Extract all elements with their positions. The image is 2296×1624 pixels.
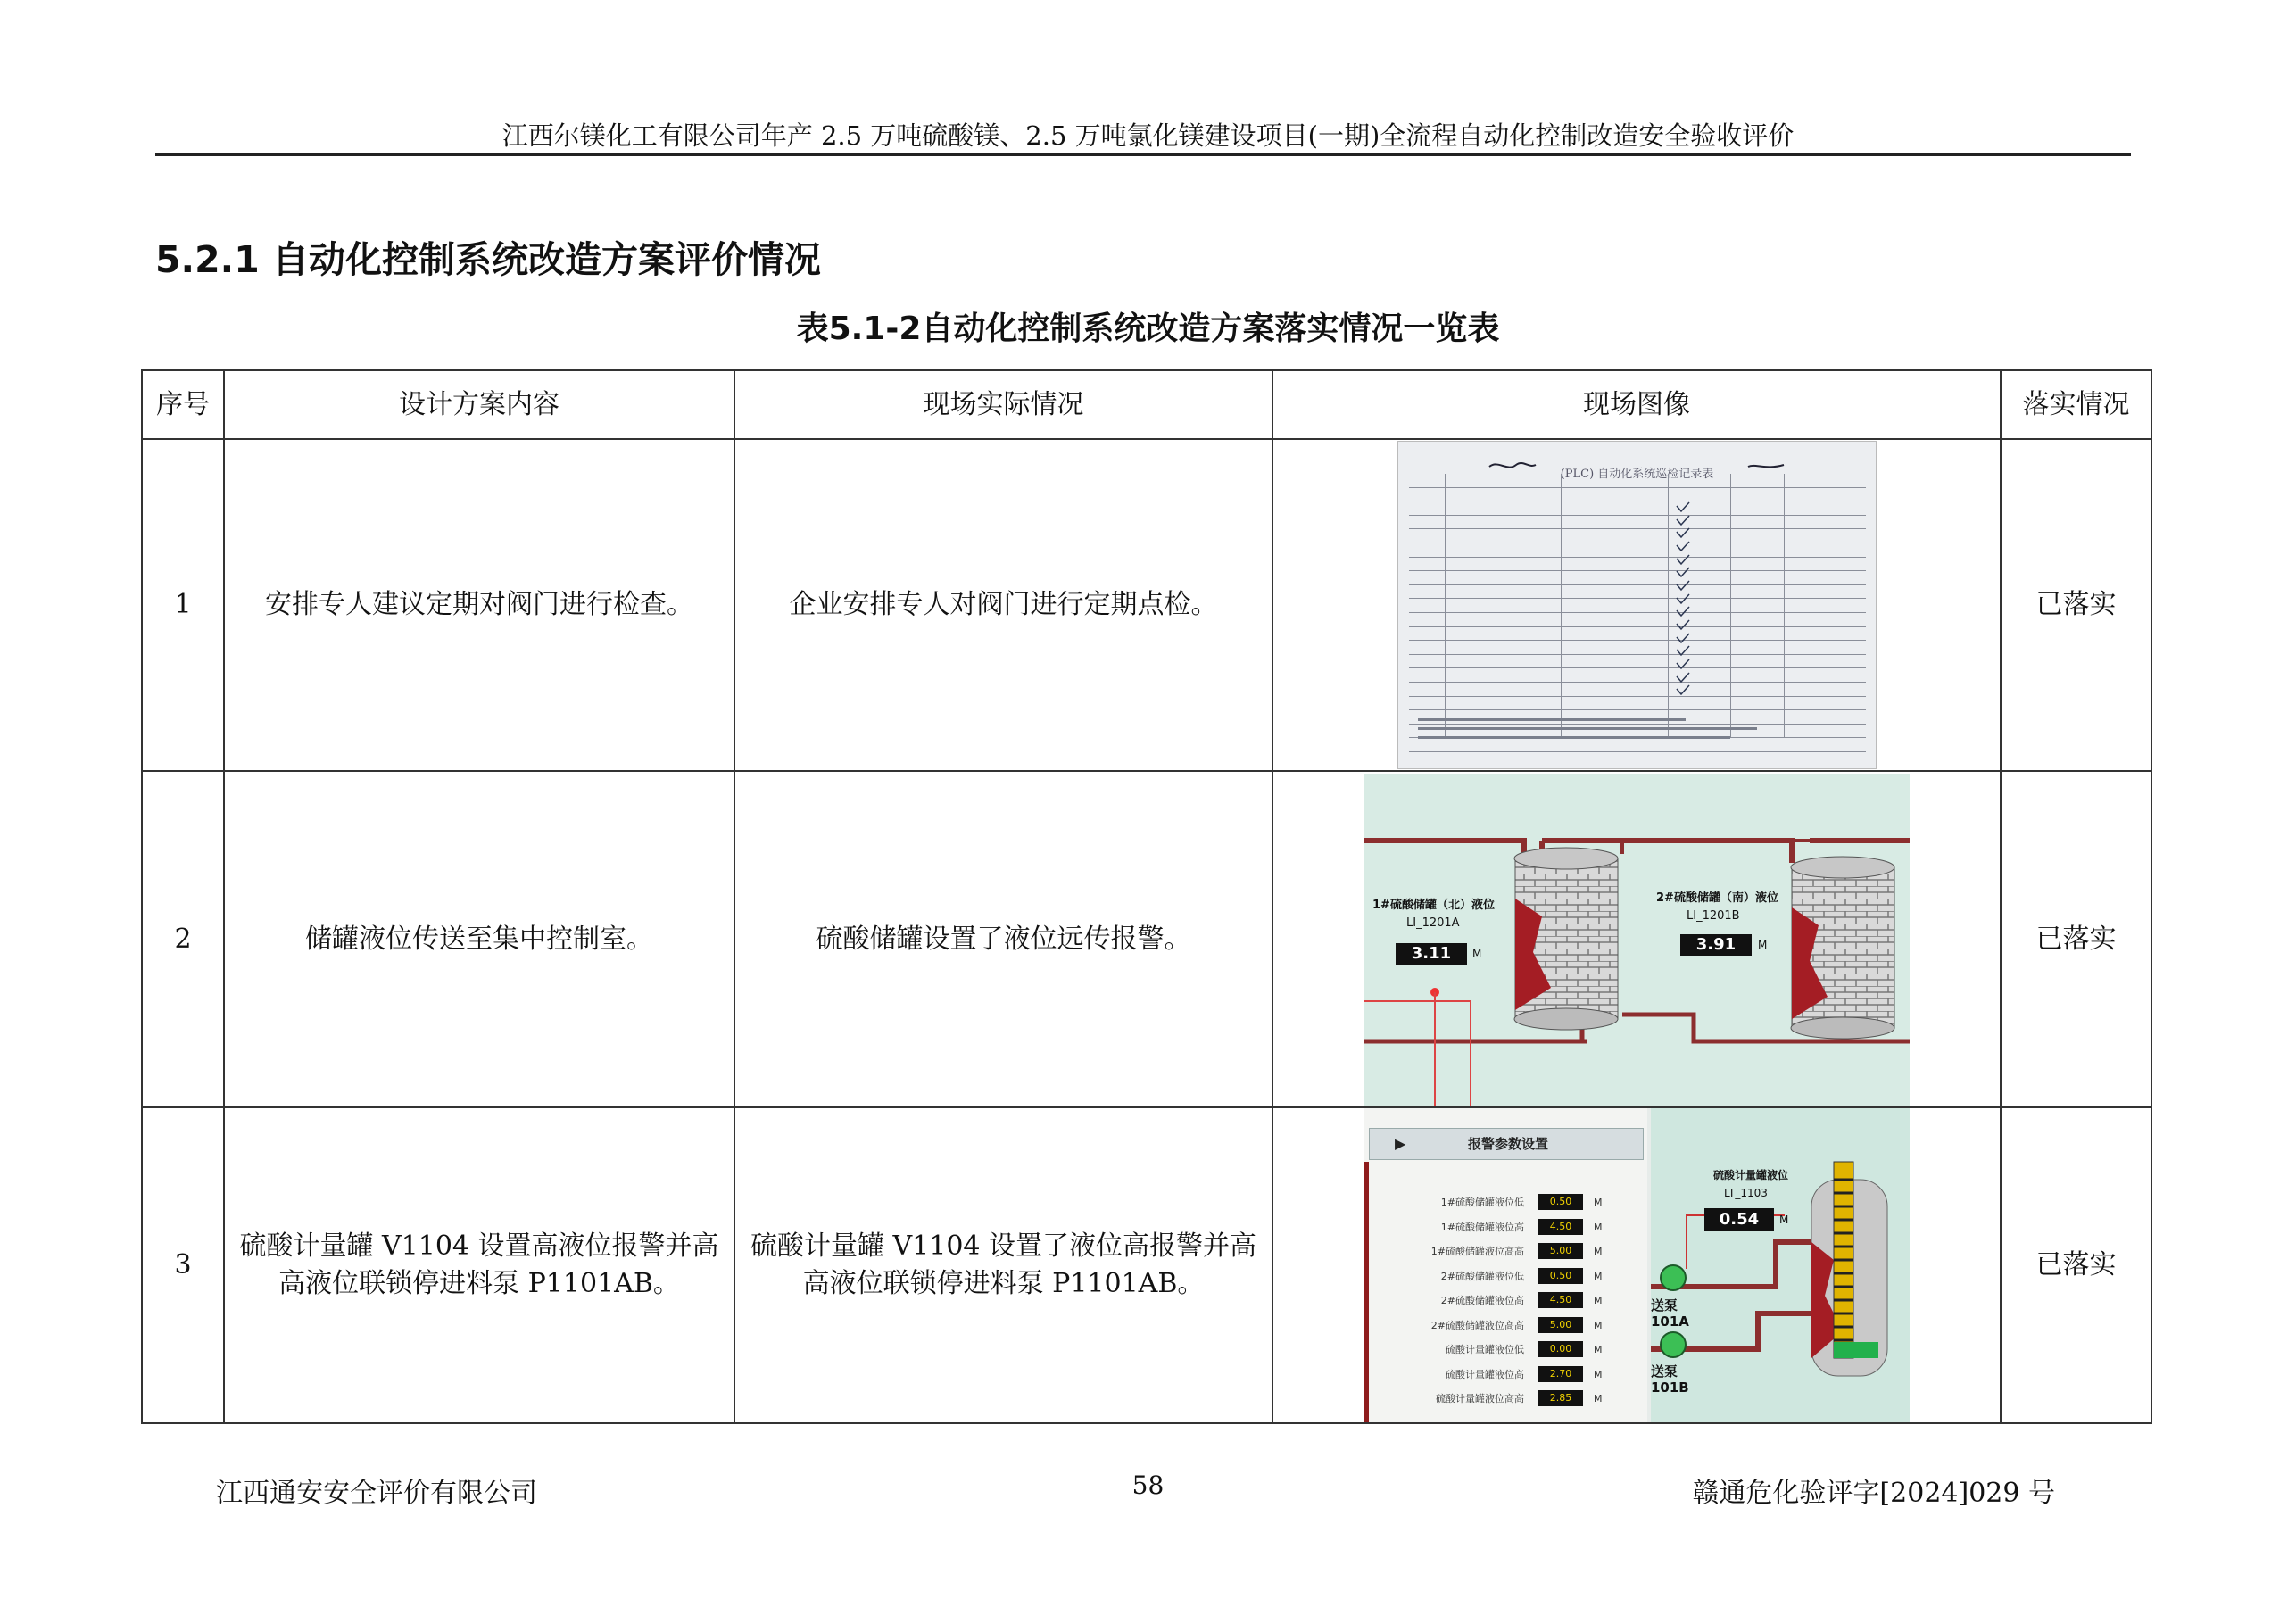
alarm-param-label: 2#硫酸储罐液位高 <box>1440 1295 1524 1306</box>
alarm-param-value[interactable]: 0.00 <box>1538 1341 1583 1357</box>
sheet-title: (PLC) 自动化系统巡检记录表 <box>1560 468 1714 481</box>
alarm-param-label: 1#硫酸储罐液位低 <box>1440 1197 1524 1208</box>
row-number: 2 <box>142 771 224 1107</box>
panel-header-bar <box>1369 1128 1644 1160</box>
site-photo-cell <box>1272 1107 2001 1423</box>
alarm-parameter-list <box>1372 1194 1640 1415</box>
meter-tank-panel <box>1651 1108 1910 1422</box>
alarm-param-unit: M <box>1594 1246 1603 1257</box>
tank1-level-readout: 3.11 <box>1411 943 1452 963</box>
tank1-label: 1#硫酸储罐（北）液位 <box>1372 898 1495 912</box>
design-line: 高液位联锁停进料泵 P1101AB。 <box>278 1268 680 1299</box>
alarm-param-value[interactable]: 5.00 <box>1538 1243 1583 1259</box>
alarm-param-unit: M <box>1594 1221 1603 1233</box>
pump-label-b: 送泵 101B <box>1651 1363 1689 1396</box>
footer-doc-number: 赣通危化验评字[2024]029 号 <box>1692 1478 2055 1509</box>
alarm-param-value[interactable]: 0.50 <box>1538 1194 1583 1210</box>
alarm-param-label: 硫酸计量罐液位高 <box>1446 1368 1524 1380</box>
table-row <box>142 771 2151 1107</box>
checkmarks <box>1409 451 1866 754</box>
site-photo-cell <box>1272 771 2001 1107</box>
alarm-param-value[interactable]: 4.50 <box>1538 1292 1583 1308</box>
alarm-param-value[interactable]: 2.85 <box>1538 1390 1583 1406</box>
alarm-param-row <box>1372 1219 1640 1244</box>
alarm-param-value[interactable]: 5.00 <box>1538 1317 1583 1333</box>
alarm-param-row <box>1372 1194 1640 1219</box>
table-row <box>142 1107 2151 1423</box>
meter-level-readout: 0.54 <box>1719 1210 1760 1229</box>
alarm-param-unit: M <box>1594 1295 1603 1306</box>
alarm-param-unit: M <box>1594 1368 1603 1380</box>
alarm-param-row <box>1372 1317 1640 1342</box>
tank2-label: 2#硫酸储罐（南）液位 <box>1656 891 1778 905</box>
status: 已落实 <box>2001 439 2151 771</box>
tank-scada-graphic <box>1364 774 1910 1106</box>
alarm-param-row <box>1372 1268 1640 1293</box>
inspection-sheet <box>1409 451 1866 754</box>
alarm-param-label: 2#硫酸储罐液位高高 <box>1430 1319 1524 1331</box>
alarm-param-unit: M <box>1594 1197 1603 1208</box>
alarm-param-unit: M <box>1594 1344 1603 1355</box>
status: 已落实 <box>2001 1107 2151 1423</box>
row-number: 3 <box>142 1107 224 1423</box>
actual-situation <box>734 1107 1272 1423</box>
alarm-param-label: 硫酸计量罐液位低 <box>1446 1344 1524 1355</box>
inspection-record-photo <box>1397 441 1877 769</box>
actual-situation: 企业安排专人对阀门进行定期点检。 <box>734 439 1272 771</box>
alarm-param-label: 硫酸计量罐液位高高 <box>1436 1393 1524 1404</box>
tank2-tag: LI_1201B <box>1687 908 1740 923</box>
actual-line: 硫酸计量罐 V1104 设置了液位高报警并高 <box>750 1230 1257 1262</box>
tank-level-screen-photo <box>1364 774 1910 1106</box>
alarm-param-row <box>1372 1292 1640 1317</box>
header-divider <box>155 153 2131 156</box>
meter-tag: LT_1103 <box>1724 1187 1768 1199</box>
status: 已落实 <box>2001 771 2151 1107</box>
tank2-level-readout: 3.91 <box>1695 934 1737 954</box>
alarm-param-label: 1#硫酸储罐液位高 <box>1440 1221 1524 1233</box>
alarm-param-row <box>1372 1341 1640 1366</box>
design-content: 安排专人建议定期对阀门进行检查。 <box>224 439 734 771</box>
meter-unit: M <box>1779 1214 1789 1226</box>
design-content <box>224 1107 734 1423</box>
alarm-param-row <box>1372 1390 1640 1415</box>
alarm-param-row <box>1372 1366 1640 1391</box>
pump-label-a: 送泵 101A <box>1651 1297 1689 1330</box>
col-header-no: 序号 <box>142 370 224 439</box>
alarm-param-label: 1#硫酸储罐液位高高 <box>1430 1246 1524 1257</box>
alarm-param-value[interactable]: 2.70 <box>1538 1366 1583 1382</box>
alarm-param-unit: M <box>1594 1393 1603 1404</box>
table-header-row <box>142 370 2151 439</box>
alarm-setting-photos <box>1364 1108 1910 1422</box>
footer-company: 江西通安安全评价有限公司 <box>216 1478 537 1509</box>
actual-situation: 硫酸储罐设置了液位远传报警。 <box>734 771 1272 1107</box>
table-caption: 表5.1-2自动化控制系统改造方案落实情况一览表 <box>796 311 1500 347</box>
alarm-param-value[interactable]: 4.50 <box>1538 1219 1583 1235</box>
page-number: 58 <box>1131 1471 1165 1500</box>
actual-line: 高液位联锁停进料泵 P1101AB。 <box>802 1268 1205 1299</box>
implementation-table <box>141 369 2152 1424</box>
panel-title: 报警参数设置 <box>1468 1136 1549 1152</box>
col-header-actual: 现场实际情况 <box>734 370 1272 439</box>
row-number: 1 <box>142 439 224 771</box>
section-title: 5.2.1 自动化控制系统改造方案评价情况 <box>155 238 822 281</box>
panel-left-edge <box>1364 1162 1369 1422</box>
tank2-unit: M <box>1758 938 1768 951</box>
col-header-status: 落实情况 <box>2001 370 2151 439</box>
site-photo-cell <box>1272 439 2001 771</box>
table-row <box>142 439 2151 771</box>
page-header: 江西尔镁化工有限公司年产 2.5 万吨硫酸镁、2.5 万吨氯化镁建设项目(一期)全流程自动化控制改造安全验收评价 <box>501 120 1795 151</box>
alarm-param-unit: M <box>1594 1270 1603 1282</box>
design-line: 硫酸计量罐 V1104 设置高液位报警并高 <box>239 1230 719 1262</box>
alarm-param-label: 2#硫酸储罐液位低 <box>1440 1270 1524 1282</box>
design-content: 储罐液位传送至集中控制室。 <box>224 771 734 1107</box>
meter-label: 硫酸计量罐液位 <box>1713 1169 1789 1181</box>
tank1-unit: M <box>1472 947 1482 960</box>
alarm-param-value[interactable]: 0.50 <box>1538 1268 1583 1284</box>
alarm-param-row <box>1372 1243 1640 1268</box>
col-header-photo: 现场图像 <box>1272 370 2001 439</box>
alarm-settings-panel <box>1364 1108 1647 1422</box>
play-icon: ▶ <box>1395 1135 1406 1152</box>
tank1-tag: LI_1201A <box>1406 916 1460 930</box>
col-header-design: 设计方案内容 <box>224 370 734 439</box>
alarm-param-unit: M <box>1594 1319 1603 1331</box>
